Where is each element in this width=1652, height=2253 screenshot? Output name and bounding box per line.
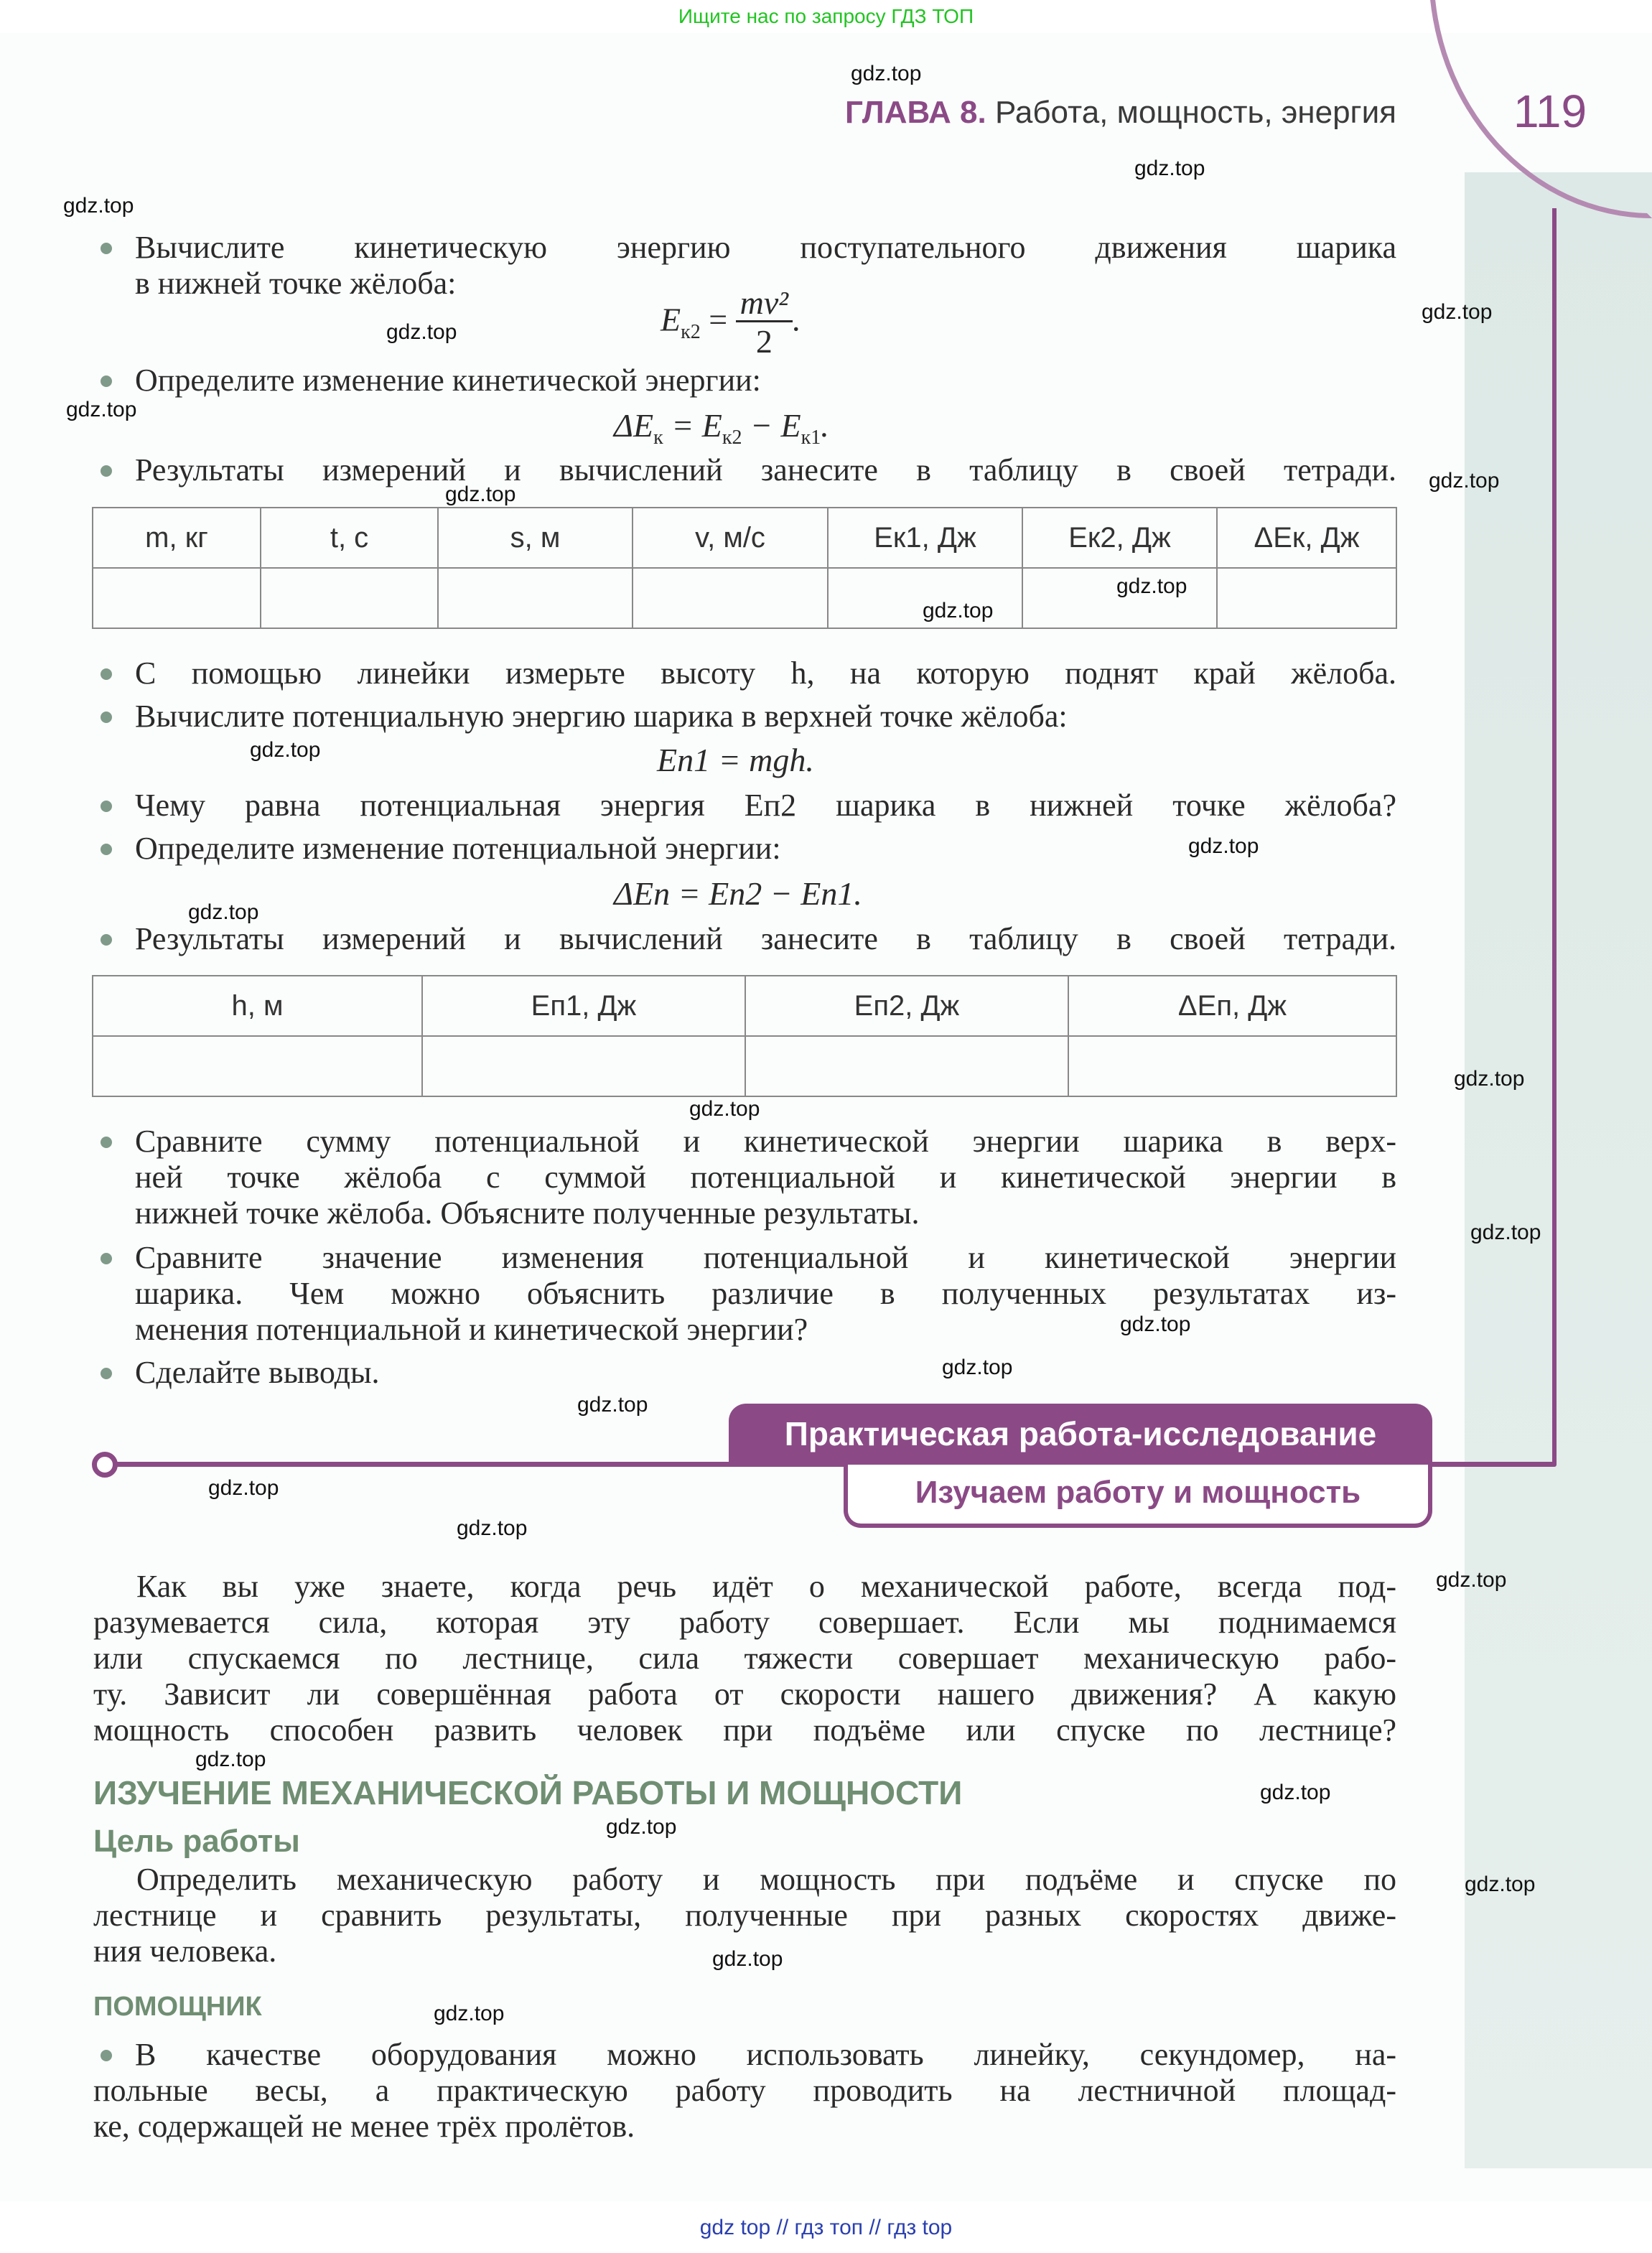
watermark-text: gdz.top xyxy=(457,1516,528,1540)
text-line: Результаты измерений и вычислений занесите в таблицу в своей тетради. xyxy=(135,452,1396,488)
bullet-icon xyxy=(101,712,112,723)
table-header: m, кг xyxy=(93,508,261,568)
kinetic-table xyxy=(92,507,1397,629)
chapter-label: ГЛАВА 8. xyxy=(844,95,986,130)
watermark-text: gdz.top xyxy=(1120,1312,1191,1336)
numerator: mv² xyxy=(736,286,793,322)
formula-sub: к1 xyxy=(801,426,821,449)
table-header: t, с xyxy=(261,508,438,568)
watermark-text: gdz.top xyxy=(1188,834,1259,858)
table-header: Eк1, Дж xyxy=(828,508,1022,568)
chapter-title: Работа, мощность, энергия xyxy=(994,95,1396,130)
formula-part: . xyxy=(821,407,829,444)
bullet-icon xyxy=(101,1253,112,1264)
formula-lhs: E xyxy=(661,301,681,338)
text-line: Сравните значение изменения потенциальной и кинетической энергии xyxy=(135,1240,1396,1275)
helper-heading: ПОМОЩНИК xyxy=(93,1992,262,2022)
formula-part: = E xyxy=(663,407,722,444)
watermark-text: gdz.top xyxy=(1429,469,1500,493)
table-row xyxy=(93,568,1396,628)
text-line: Определите изменение потенциальной энергии: xyxy=(135,831,781,866)
watermark-text: gdz.top xyxy=(208,1476,279,1500)
table-header: Eк2, Дж xyxy=(1022,508,1217,568)
formula-delta-potential: ΔEп = Eп2 − Eп1. xyxy=(614,875,862,912)
formula-kinetic-energy: $E_{к2}$ = $\frac{\text{mv²}}{2}$ . xyxy=(661,284,801,360)
formula-part: ΔE xyxy=(614,407,654,444)
text-line: менения потенциальной и кинетической энергии? xyxy=(135,1312,808,1347)
formula-sub: к2 xyxy=(681,320,701,343)
formula-sub: к xyxy=(653,426,663,449)
text-line: мощность способен развить человек при подъёме или спуске по лестнице? xyxy=(93,1712,1396,1748)
watermark-text: gdz.top xyxy=(606,1815,677,1839)
table-header: Eп1, Дж xyxy=(422,976,745,1036)
watermark-text: gdz.top xyxy=(445,482,516,506)
text-line: лестнице и сравнить результаты, полученные при разных скоростях движе- xyxy=(93,1898,1396,1933)
watermark-text: gdz.top xyxy=(1116,574,1187,598)
text-line: или спускаемся по лестнице, сила тяжести совершает механическую рабо- xyxy=(93,1641,1396,1676)
table-header: ΔEк, Дж xyxy=(1217,508,1396,568)
text-line: Сделайте выводы. xyxy=(135,1355,380,1390)
bullet-icon xyxy=(101,934,112,946)
text-line: Чему равна потенциальная энергия Eп2 шарика в нижней точке жёлоба? xyxy=(135,788,1396,823)
table-header: v, м/с xyxy=(633,508,828,568)
watermark-text: gdz.top xyxy=(712,1947,783,1971)
watermark-text: gdz.top xyxy=(66,398,137,421)
watermark-text: gdz.top xyxy=(1470,1221,1541,1244)
formula-part: − E xyxy=(742,407,801,444)
bullet-icon xyxy=(101,465,112,477)
text-line: Вычислите потенциальную энергию шарика в верхней точке жёлоба: xyxy=(135,699,1068,734)
text-line: ней точке жёлоба с суммой потенциальной и кинетической энергии в xyxy=(135,1160,1396,1195)
margin-line xyxy=(1552,208,1557,1465)
text-line: шарика. Чем можно объяснить различие в полученных результатах из- xyxy=(135,1276,1396,1311)
search-banner[interactable]: Ищите нас по запросу ГДЗ ТОП xyxy=(678,5,974,27)
watermark-text: gdz.top xyxy=(689,1097,760,1121)
potential-table xyxy=(92,975,1397,1097)
text-line: ту. Зависит ли совершённая работа от скорости нашего движения? А какую xyxy=(93,1676,1396,1712)
section-type-tab: Практическая работа-исследование xyxy=(729,1404,1432,1465)
bullet-icon xyxy=(101,1137,112,1148)
text-line: Определить механическую работу и мощность при подъёме и спуске по xyxy=(136,1862,1396,1897)
watermark-text: gdz.top xyxy=(577,1393,648,1417)
denominator: 2 xyxy=(755,323,773,360)
watermark-text: gdz.top xyxy=(1465,1872,1536,1896)
divider-circle-icon xyxy=(92,1452,118,1478)
bullet-icon xyxy=(101,376,112,387)
table-header: h, м xyxy=(93,976,422,1036)
section-heading: ИЗУЧЕНИЕ МЕХАНИЧЕСКОЙ РАБОТЫ И МОЩНОСТИ xyxy=(93,1774,963,1811)
formula-potential-energy: Eп1 = mgh. xyxy=(657,742,814,778)
bullet-icon xyxy=(101,844,112,855)
table-header-row xyxy=(93,976,1396,1036)
text-line: ке, содержащей не менее трёх пролётов. xyxy=(93,2109,635,2144)
watermark-text: gdz.top xyxy=(434,2002,505,2025)
bullet-icon xyxy=(101,668,112,680)
goal-heading: Цель работы xyxy=(93,1824,300,1859)
text-line: разумевается сила, которая эту работу совершает. Если мы поднимаемся xyxy=(93,1605,1396,1640)
page-number: 119 xyxy=(1513,85,1587,137)
text-line: ния человека. xyxy=(93,1934,277,1969)
watermark-text: gdz.top xyxy=(386,320,457,344)
chapter-header xyxy=(845,95,1396,131)
watermark-text: gdz.top xyxy=(1134,157,1205,180)
table-header: s, м xyxy=(438,508,633,568)
section-title-tab: Изучаем работу и мощность xyxy=(844,1465,1432,1528)
bullet-icon xyxy=(101,243,112,254)
text-line: польные весы, а практическую работу проводить на лестничной площад- xyxy=(93,2073,1396,2108)
text-line: Результаты измерений и вычислений занесите в таблицу в своей тетради. xyxy=(135,921,1396,956)
text-line: Вычислите кинетическую энергию поступательного движения шарика xyxy=(135,230,1396,265)
watermark-text: gdz.top xyxy=(250,738,321,762)
watermark-text: gdz.top xyxy=(1454,1067,1525,1091)
table-header: Eп2, Дж xyxy=(745,976,1068,1036)
watermark-text: gdz.top xyxy=(923,599,994,622)
text-line: С помощью линейки измерьте высоту h, на которую поднят край жёлоба. xyxy=(135,656,1396,691)
formula-sub: к2 xyxy=(722,426,742,449)
text-line: Сравните сумму потенциальной и кинетической энергии шарика в верх- xyxy=(135,1124,1396,1159)
footer-links[interactable]: gdz top // гдз топ // гдз top xyxy=(699,2216,953,2239)
watermark-text: gdz.top xyxy=(942,1356,1013,1379)
table-header: ΔEп, Дж xyxy=(1068,976,1396,1036)
watermark-text: gdz.top xyxy=(195,1748,266,1771)
watermark-text: gdz.top xyxy=(851,62,922,85)
bullet-icon xyxy=(101,801,112,812)
watermark-text: gdz.top xyxy=(63,194,134,218)
watermark-text: gdz.top xyxy=(1260,1781,1331,1804)
table-header-row xyxy=(93,508,1396,568)
bullet-icon xyxy=(101,1368,112,1379)
text-line: в нижней точке жёлоба: xyxy=(135,266,457,301)
table-row xyxy=(93,1036,1396,1096)
bullet-icon xyxy=(101,2050,112,2061)
watermark-text: gdz.top xyxy=(1436,1568,1507,1592)
formula-delta-kinetic xyxy=(614,406,829,449)
watermark-text: gdz.top xyxy=(1422,300,1493,324)
text-line: нижней точке жёлоба. Объясните полученные результаты. xyxy=(135,1195,920,1231)
watermark-text: gdz.top xyxy=(188,900,259,924)
fraction xyxy=(736,286,793,360)
text-line: В качестве оборудования можно использовать линейку, секундомер, на- xyxy=(135,2037,1396,2072)
text-line: Как вы уже знаете, когда речь идёт о механической работе, всегда под- xyxy=(136,1569,1396,1604)
text-line: Определите изменение кинетической энергии: xyxy=(135,363,761,398)
